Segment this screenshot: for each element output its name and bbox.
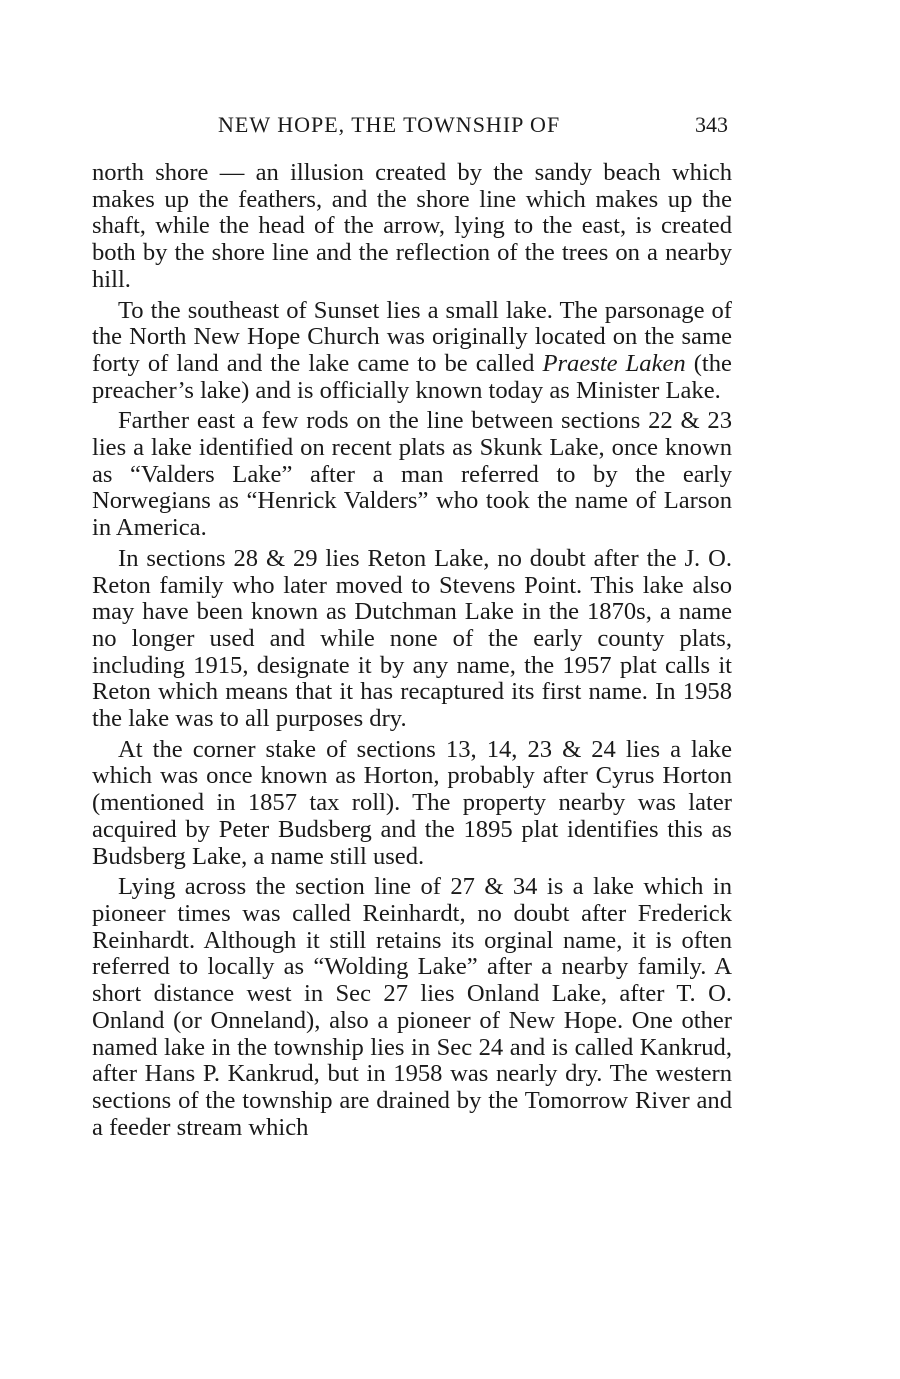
- running-title: NEW HOPE, THE TOWNSHIP OF: [218, 112, 561, 137]
- page-number: 343: [695, 112, 728, 137]
- paragraph-budsberg-lake: [92, 737, 732, 871]
- paragraph-text: Farther east a few rods on the line between sections 22 & 23 lies a lake identified on recent plats as Skunk Lake, once known as “Valders Lake” after a man referred to by the early Norwegians as “Henrick Valders” who took the name of Larson in America.: [92, 407, 732, 542]
- paragraph-skunk-lake: [92, 408, 732, 542]
- paragraph-text: Lying across the section line of 27 & 34 is a lake which in pioneer times was called Reinhardt, no doubt after Frederick Reinhardt. Although it still retains its orginal name, it is often referred to locally as “Wolding Lake” after a nearby family. A short distance west in Sec 27 lies Onland Lake, after T. O. Onland (or Onneland), also a pioneer of New Hope. One other named lake in the township lies in Sec 24 and is called Kankrud, after Hans P. Kankrud, but in 1958 was nearly dry. The western sections of the township are drained by the Tomorrow River and a feeder stream which: [92, 873, 732, 1141]
- paragraph-minister-lake: [92, 298, 732, 405]
- running-head: [92, 112, 732, 142]
- paragraph-text: (the preacher’s lake) and is officially known today as Minister Lake.: [92, 349, 732, 404]
- paragraph-text: In sections 28 & 29 lies Reton Lake, no doubt after the J. O. Reton family who later moved to Stevens Point. This lake also may have been known as Dutchman Lake in the 1870s, a name no longer used and while none of the early county plats, including 1915, designate it by any name, the 1957 plat calls it Reton which means that it has recaptured its first name. In 1958 the lake was to all purposes dry.: [92, 544, 732, 733]
- paragraph-text: To the southeast of Sunset lies a small lake. The parsonage of the North New Hope Church was originally located on the same forty of land and the lake came to be called: [92, 296, 732, 377]
- paragraph-reton-lake: [92, 546, 732, 733]
- paragraph-text: north shore — an illusion created by the sandy beach which makes up the feathers, and the shore line which makes up the shaft, while the head of the arrow, lying to the east, is created both by the shore line and the reflection of the trees on a nearby hill.: [92, 159, 732, 293]
- italic-lake-name: Praeste Laken: [542, 349, 686, 377]
- paragraph-north-shore: [92, 160, 732, 294]
- paragraph-text: At the corner stake of sections 13, 14, 23 & 24 lies a lake which was once known as Horton, probably after Cyrus Horton (mentioned in 1857 tax roll). The property nearby was later acquired by Peter Budsberg and the 1895 plat identifies this as Budsberg Lake, a name still used.: [92, 735, 732, 870]
- body-text: [92, 160, 732, 1145]
- paragraph-reinhardt-lake: [92, 874, 732, 1141]
